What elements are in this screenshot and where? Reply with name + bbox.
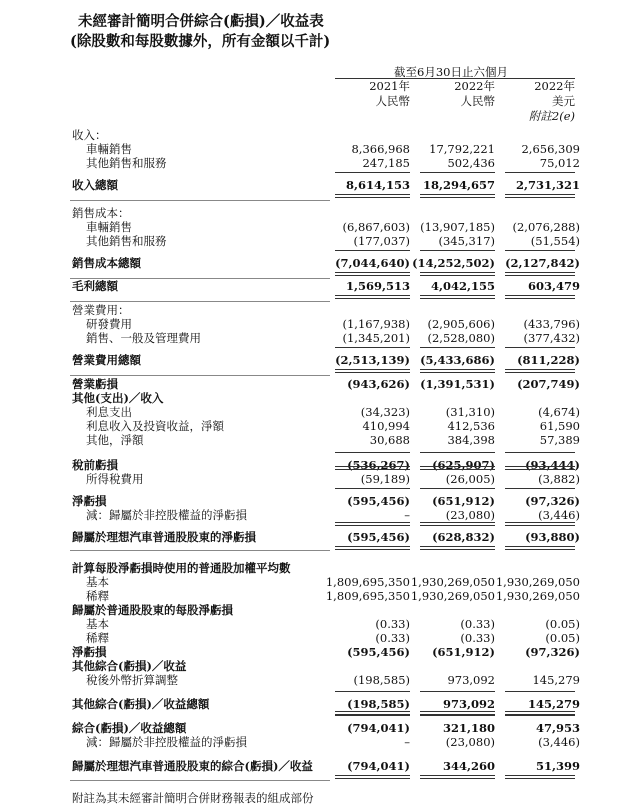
statement-row bbox=[0, 317, 640, 332]
statement-row bbox=[0, 433, 640, 448]
row-value: (31,310) bbox=[445, 405, 495, 419]
row-label: 淨虧損 bbox=[72, 645, 107, 659]
total-double-rule bbox=[335, 522, 410, 526]
row-value: (23,080) bbox=[445, 508, 495, 522]
statement-row bbox=[0, 128, 640, 143]
row-label: 營業費用總額 bbox=[72, 353, 141, 367]
section-separator bbox=[70, 780, 330, 781]
row-label: 銷售成本： bbox=[72, 206, 130, 220]
subtotal-rule bbox=[420, 452, 495, 453]
total-double-rule bbox=[420, 295, 495, 299]
statement-row bbox=[0, 721, 640, 736]
row-value: (198,585) bbox=[353, 673, 410, 687]
row-value: (6,867,603) bbox=[342, 220, 410, 234]
row-value: (2,905,606) bbox=[427, 317, 495, 331]
total-double-rule bbox=[420, 775, 495, 779]
section-separator bbox=[70, 301, 330, 302]
column-header-2022-rmb bbox=[405, 79, 495, 109]
total-double-rule bbox=[505, 369, 575, 373]
row-label: 稀釋 bbox=[86, 589, 109, 603]
column-header-2022-usd bbox=[485, 79, 575, 124]
row-label: 銷售成本總額 bbox=[72, 256, 141, 270]
total-double-rule bbox=[335, 775, 410, 779]
statement-row bbox=[0, 697, 640, 712]
statement-row bbox=[0, 472, 640, 487]
row-value: (595,456) bbox=[347, 530, 410, 544]
column-currency: 人民幣 bbox=[375, 94, 410, 108]
total-double-rule bbox=[505, 194, 575, 198]
row-label: 利息收入及投資收益，淨額 bbox=[86, 419, 224, 433]
total-double-rule bbox=[420, 272, 495, 276]
row-value: 410,994 bbox=[362, 419, 410, 433]
row-label: 其他銷售和服務 bbox=[86, 234, 167, 248]
row-label: 減：歸屬於非控股權益的淨虧損 bbox=[86, 735, 247, 749]
statement-row bbox=[0, 156, 640, 171]
row-value: (794,041) bbox=[347, 759, 410, 773]
row-value: 384,398 bbox=[447, 433, 495, 447]
subtotal-rule bbox=[335, 715, 410, 716]
total-double-rule bbox=[420, 522, 495, 526]
row-value: (943,626) bbox=[347, 377, 410, 391]
statement-row bbox=[0, 419, 640, 434]
row-value: (2,513,139) bbox=[335, 353, 410, 367]
statement-title: 未經審計簡明合併綜合(虧損)／收益表 bbox=[78, 13, 324, 30]
total-double-rule bbox=[420, 369, 495, 373]
row-label: 歸屬於普通股股東的每股淨虧損 bbox=[72, 603, 233, 617]
row-value: 47,953 bbox=[535, 721, 580, 735]
subtotal-rule bbox=[505, 452, 575, 453]
row-value: (595,456) bbox=[347, 494, 410, 508]
row-label: 營業費用： bbox=[72, 303, 130, 317]
subtotal-rule bbox=[420, 250, 495, 251]
row-value: (536,267) bbox=[347, 458, 410, 472]
row-value: (0.33) bbox=[375, 617, 410, 631]
statement-row bbox=[0, 353, 640, 368]
column-currency: 人民幣 bbox=[460, 94, 495, 108]
row-value: (1,391,531) bbox=[420, 377, 495, 391]
row-value: 30,688 bbox=[369, 433, 410, 447]
row-label: 計算每股淨虧損時使用的普通股加權平均數 bbox=[72, 561, 291, 575]
total-double-rule bbox=[505, 272, 575, 276]
statement-row bbox=[0, 303, 640, 318]
row-value: (177,037) bbox=[353, 234, 410, 248]
row-label: 其他(支出)／收入 bbox=[72, 391, 164, 405]
row-value: (0.05) bbox=[545, 631, 580, 645]
row-value: (26,005) bbox=[445, 472, 495, 486]
row-label: 收入總額 bbox=[72, 178, 118, 192]
statement-row bbox=[0, 494, 640, 509]
statement-row bbox=[0, 603, 640, 618]
row-value: (1,167,938) bbox=[342, 317, 410, 331]
row-label: 車輛銷售 bbox=[86, 220, 132, 234]
row-value: (198,585) bbox=[347, 697, 410, 711]
row-value: – bbox=[404, 735, 410, 749]
subtotal-rule bbox=[335, 347, 410, 348]
row-value: 1,569,513 bbox=[345, 279, 410, 293]
row-value: 8,614,153 bbox=[345, 178, 410, 192]
row-value: (97,326) bbox=[525, 494, 580, 508]
row-value: (207,749) bbox=[517, 377, 580, 391]
row-value: (93,444) bbox=[525, 458, 580, 472]
row-value: (0.33) bbox=[460, 631, 495, 645]
row-value: (5,433,686) bbox=[420, 353, 495, 367]
row-value: 344,260 bbox=[442, 759, 495, 773]
row-value: (1,345,201) bbox=[342, 331, 410, 345]
row-value: (377,432) bbox=[523, 331, 580, 345]
row-value: (97,326) bbox=[525, 645, 580, 659]
subtotal-rule bbox=[420, 691, 495, 692]
subtotal-rule bbox=[420, 488, 495, 489]
total-double-rule bbox=[335, 369, 410, 373]
total-double-rule bbox=[420, 546, 495, 550]
subtotal-rule bbox=[505, 347, 575, 348]
statement-row bbox=[0, 575, 640, 590]
statement-row bbox=[0, 220, 640, 235]
subtotal-rule bbox=[505, 250, 575, 251]
statement-row bbox=[0, 735, 640, 750]
total-double-rule bbox=[420, 466, 495, 470]
row-value: (3,882) bbox=[538, 472, 580, 486]
row-value: 2,656,309 bbox=[521, 142, 580, 156]
subtotal-rule bbox=[420, 715, 495, 716]
row-label: 基本 bbox=[86, 575, 109, 589]
total-double-rule bbox=[335, 546, 410, 550]
statement-row bbox=[0, 142, 640, 157]
statement-row bbox=[0, 617, 640, 632]
row-value: 973,092 bbox=[442, 697, 495, 711]
row-label: 稅前虧損 bbox=[72, 458, 118, 472]
statement-row bbox=[0, 391, 640, 406]
row-value: (651,912) bbox=[432, 645, 495, 659]
row-value: 1,930,269,050 bbox=[410, 575, 495, 589]
statement-row bbox=[0, 405, 640, 420]
row-value: (345,317) bbox=[438, 234, 495, 248]
column-currency: 美元 bbox=[552, 94, 575, 108]
total-double-rule bbox=[505, 466, 575, 470]
subtotal-rule bbox=[335, 488, 410, 489]
subtotal-rule bbox=[505, 715, 575, 716]
period-header: 截至6月30日止六個月 bbox=[394, 65, 508, 79]
column-note: 附註2(e) bbox=[528, 109, 575, 123]
total-double-rule bbox=[335, 194, 410, 198]
row-value: 61,590 bbox=[539, 419, 580, 433]
subtotal-rule bbox=[420, 172, 495, 173]
row-value: (51,554) bbox=[530, 234, 580, 248]
statement-row bbox=[0, 561, 640, 576]
statement-row bbox=[0, 206, 640, 221]
row-value: 1,809,695,350 bbox=[325, 589, 410, 603]
row-label: 稅後外幣折算調整 bbox=[86, 673, 178, 687]
row-value: 973,092 bbox=[447, 673, 495, 687]
total-double-rule bbox=[335, 711, 410, 715]
total-double-rule bbox=[505, 775, 575, 779]
row-label: 其他綜合(虧損)／收益 bbox=[72, 659, 187, 673]
total-double-rule bbox=[505, 522, 575, 526]
row-value: (794,041) bbox=[347, 721, 410, 735]
section-separator bbox=[70, 550, 330, 551]
row-label: 其他綜合(虧損)／收益總額 bbox=[72, 697, 210, 711]
row-label: 歸屬於理想汽車普通股股東的淨虧損 bbox=[72, 530, 256, 544]
row-value: (433,796) bbox=[523, 317, 580, 331]
row-label: 基本 bbox=[86, 617, 109, 631]
statement-row bbox=[0, 508, 640, 523]
subtotal-rule bbox=[420, 347, 495, 348]
total-double-rule bbox=[505, 546, 575, 550]
statement-row bbox=[0, 673, 640, 688]
column-header-2021-rmb bbox=[320, 79, 410, 109]
section-separator bbox=[70, 200, 330, 201]
row-value: (651,912) bbox=[432, 494, 495, 508]
subtotal-rule bbox=[335, 172, 410, 173]
subtotal-rule bbox=[505, 691, 575, 692]
statement-subtitle: (除股數和每股數據外，所有金額以千計) bbox=[70, 33, 331, 50]
subtotal-rule bbox=[335, 452, 410, 453]
row-value: (2,528,080) bbox=[427, 331, 495, 345]
statement-row bbox=[0, 645, 640, 660]
row-value: (2,076,288) bbox=[512, 220, 580, 234]
row-value: 1,930,269,050 bbox=[495, 589, 580, 603]
row-label: 收入： bbox=[72, 128, 107, 142]
row-value: (14,252,502) bbox=[412, 256, 495, 270]
row-value: (2,127,842) bbox=[505, 256, 580, 270]
row-label: 淨虧損 bbox=[72, 494, 107, 508]
row-value: (93,880) bbox=[525, 530, 580, 544]
total-double-rule bbox=[505, 711, 575, 715]
section-separator bbox=[70, 278, 330, 279]
column-year: 2021年 bbox=[369, 79, 410, 93]
row-label: 減：歸屬於非控股權益的淨虧損 bbox=[86, 508, 247, 522]
row-value: 1,930,269,050 bbox=[410, 589, 495, 603]
row-value: 145,279 bbox=[527, 697, 580, 711]
row-value: 17,792,221 bbox=[429, 142, 495, 156]
row-value: 18,294,657 bbox=[422, 178, 495, 192]
row-value: 412,536 bbox=[447, 419, 495, 433]
total-double-rule bbox=[335, 272, 410, 276]
total-double-rule bbox=[420, 194, 495, 198]
row-value: (811,228) bbox=[517, 353, 580, 367]
row-value: (3,446) bbox=[538, 508, 580, 522]
statement-row bbox=[0, 377, 640, 392]
total-double-rule bbox=[335, 295, 410, 299]
statement-row bbox=[0, 331, 640, 346]
row-value: 502,436 bbox=[447, 156, 495, 170]
row-value: 51,399 bbox=[535, 759, 580, 773]
total-double-rule bbox=[335, 466, 410, 470]
row-label: 其他，淨額 bbox=[86, 433, 144, 447]
row-value: 145,279 bbox=[532, 673, 580, 687]
row-label: 車輛銷售 bbox=[86, 142, 132, 156]
statement-row bbox=[0, 279, 640, 294]
row-label: 其他銷售和服務 bbox=[86, 156, 167, 170]
section-separator bbox=[70, 375, 330, 376]
total-double-rule bbox=[505, 295, 575, 299]
statement-row bbox=[0, 530, 640, 545]
row-label: 歸屬於理想汽車普通股股東的綜合(虧損)／收益 bbox=[72, 759, 313, 773]
row-value: (0.33) bbox=[375, 631, 410, 645]
row-label: 毛利總額 bbox=[72, 279, 118, 293]
total-double-rule bbox=[420, 711, 495, 715]
statement-row bbox=[0, 631, 640, 646]
row-label: 營業虧損 bbox=[72, 377, 118, 391]
row-value: (4,674) bbox=[538, 405, 580, 419]
row-value: (595,456) bbox=[347, 645, 410, 659]
subtotal-rule bbox=[505, 172, 575, 173]
row-value: (628,832) bbox=[432, 530, 495, 544]
row-label: 銷售、一般及管理費用 bbox=[86, 331, 201, 345]
statement-row bbox=[0, 178, 640, 193]
row-value: 4,042,155 bbox=[430, 279, 495, 293]
row-value: 1,930,269,050 bbox=[495, 575, 580, 589]
subtotal-rule bbox=[335, 250, 410, 251]
row-label: 稀釋 bbox=[86, 631, 109, 645]
statement-row bbox=[0, 589, 640, 604]
row-label: 綜合(虧損)／收益總額 bbox=[72, 721, 187, 735]
row-value: (13,907,185) bbox=[420, 220, 495, 234]
statement-row bbox=[0, 256, 640, 271]
statement-row bbox=[0, 234, 640, 249]
row-value: 603,479 bbox=[527, 279, 580, 293]
row-value: (59,189) bbox=[360, 472, 410, 486]
row-value: (0.33) bbox=[460, 617, 495, 631]
row-value: 75,012 bbox=[539, 156, 580, 170]
column-year: 2022年 bbox=[454, 79, 495, 93]
footer-note: 附註為其未經審計簡明合併財務報表的組成部份 bbox=[72, 791, 314, 805]
subtotal-rule bbox=[505, 488, 575, 489]
statement-row bbox=[0, 759, 640, 774]
row-value: (7,044,640) bbox=[335, 256, 410, 270]
row-value: 2,731,321 bbox=[515, 178, 580, 192]
row-value: 8,366,968 bbox=[351, 142, 410, 156]
column-year: 2022年 bbox=[534, 79, 575, 93]
row-value: – bbox=[404, 508, 410, 522]
row-label: 所得稅費用 bbox=[86, 472, 144, 486]
row-value: (23,080) bbox=[445, 735, 495, 749]
row-label: 研發費用 bbox=[86, 317, 132, 331]
row-value: (0.05) bbox=[545, 617, 580, 631]
row-value: 247,185 bbox=[362, 156, 410, 170]
subtotal-rule bbox=[335, 691, 410, 692]
row-value: 1,809,695,350 bbox=[325, 575, 410, 589]
statement-row bbox=[0, 659, 640, 674]
row-value: (3,446) bbox=[538, 735, 580, 749]
row-value: (34,323) bbox=[360, 405, 410, 419]
row-value: (625,907) bbox=[432, 458, 495, 472]
row-label: 利息支出 bbox=[86, 405, 132, 419]
row-value: 321,180 bbox=[442, 721, 495, 735]
row-value: 57,389 bbox=[539, 433, 580, 447]
